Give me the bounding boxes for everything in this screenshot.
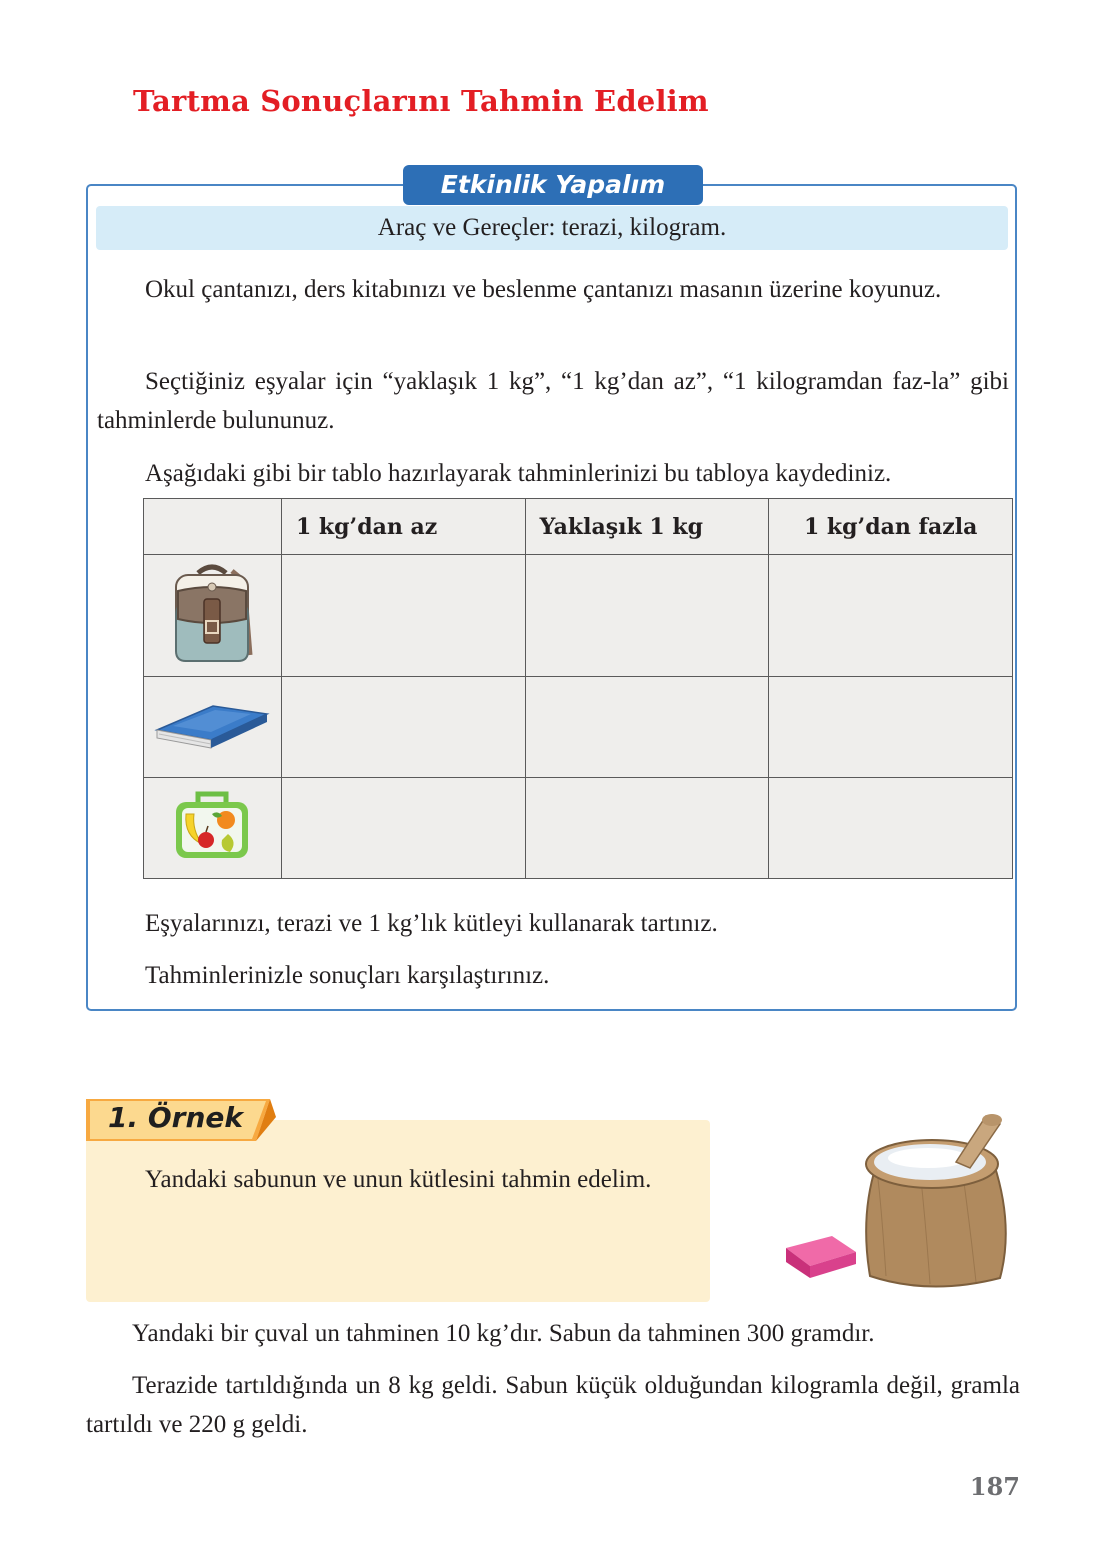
table-cell[interactable] (769, 677, 1013, 778)
body-paragraph-2: Terazide tartıldığında un 8 kg geldi. Sabun küçük olduğundan kilogramla değil, gramla tartıldı ve 220 g geldi. (86, 1372, 1020, 1438)
table-cell[interactable] (769, 555, 1013, 677)
activity-paragraph-1: Okul çantanızı, ders kitabınızı ve beslenme çantanızı masanın üzerine koyunuz. (145, 276, 942, 303)
table-cell[interactable] (281, 778, 525, 879)
flour-sack-icon (866, 1114, 1006, 1287)
activity-tab: Etkinlik Yapalım (403, 165, 703, 205)
activity-paragraph-3: Aşağıdaki gibi bir tablo hazırlayarak tahminlerinizi bu tabloya kaydediniz. (145, 460, 892, 487)
activity-paragraph-4: Eşyalarınızı, terazi ve 1 kg’lık kütleyi kullanarak tartınız. (145, 910, 718, 937)
table-header-less-than-1kg: 1 kg’dan az (281, 499, 525, 555)
table-header-about-1kg: Yaklaşık 1 kg (525, 499, 769, 555)
table-header-row (144, 499, 1013, 555)
backpack-icon (166, 563, 258, 663)
table-row (144, 677, 1013, 778)
activity-paragraph-5: Tahminlerinizle sonuçları karşılaştırınız. (145, 962, 550, 989)
table-cell[interactable] (525, 778, 769, 879)
table-row-icon-cell (144, 555, 282, 677)
estimate-table (143, 498, 1013, 879)
table-cell[interactable] (525, 677, 769, 778)
flour-and-soap-illustration (780, 1106, 1030, 1290)
section-title: Tartma Sonuçlarını Tahmin Edelim (133, 84, 709, 118)
table-header-empty (144, 499, 282, 555)
table-header-more-than-1kg: 1 kg’dan fazla (769, 499, 1013, 555)
page-number: 187 (969, 1472, 1020, 1501)
example-text: Yandaki sabunun ve unun kütlesini tahmin edelim. (145, 1166, 652, 1193)
table-row-icon-cell (144, 778, 282, 879)
table-cell[interactable] (281, 677, 525, 778)
table-cell[interactable] (769, 778, 1013, 879)
example-tab-label: 1. Örnek (108, 1101, 244, 1134)
table-cell[interactable] (281, 555, 525, 677)
table-row (144, 778, 1013, 879)
lunchbox-icon (172, 790, 252, 862)
example-box (86, 1120, 710, 1302)
book-icon (153, 700, 271, 750)
soap-bar-icon (786, 1236, 856, 1278)
body-paragraph-1: Yandaki bir çuval un tahminen 10 kg’dır. Sabun da tahminen 300 gramdır. (132, 1320, 875, 1347)
materials-strip: Araç ve Gereçler: terazi, kilogram. (96, 206, 1008, 250)
table-row (144, 555, 1013, 677)
table-cell[interactable] (525, 555, 769, 677)
table-row-icon-cell (144, 677, 282, 778)
activity-paragraph-2: Seçtiğiniz eşyalar için “yaklaşık 1 kg”, “1 kg’dan az”, “1 kilogramdan faz-la” gibi tahminlerde bulununuz. (97, 368, 1009, 434)
